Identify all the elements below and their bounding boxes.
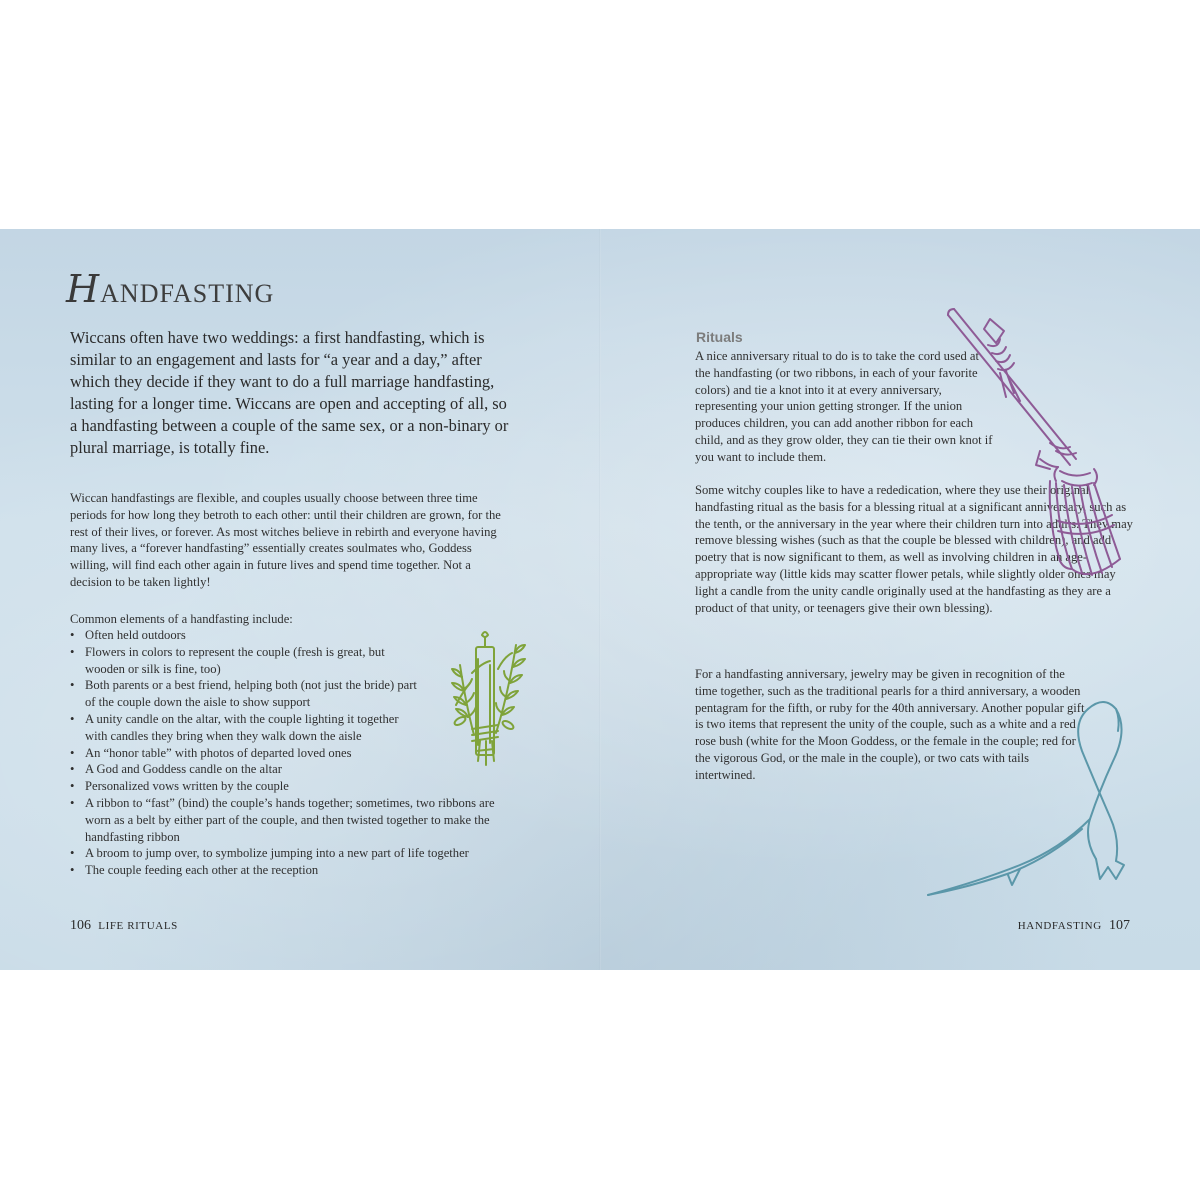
body-paragraph: Some witchy couples like to have a rededication, where they use their original handfasting ritual as the basis for a blessing ritual at a significant anniversary, such as the tenth, or the anniversary in the year where their children turn into adults. They may remove blessing wishes (such as that the couple be blessed with children), and add poetry that is now significant to them, as well as involving children in an age-appropriate way (little kids may scatter flower petals, while slightly older ones may light a candle from the unity candle originally used at the handfasting as they are a product of that unity, or teenagers give their own blessing). [695, 483, 1133, 615]
list-item: • Both parents or a best friend, helping both (not just the bride) part of the couple down the aisle to show support [70, 678, 417, 710]
ribbon-illustration [920, 689, 1160, 909]
list-item: • A ribbon to “fast” (bind) the couple’s hands together; sometimes, two ribbons are worn as a belt by either part of the couple, and then twisted together to make the handfasting ribbon [70, 795, 495, 844]
bullet-icon: • [70, 678, 75, 693]
bullet-icon: • [70, 863, 75, 878]
broom-icon [948, 309, 1120, 575]
lead-paragraph: Wiccans often have two weddings: a first handfasting, which is similar to an engagement and lasts for “a year and a day,” after which they decide if they want to do a full marriage handfasting, lasting for a longer time. Wiccans are open and accepting of all, so a handfasting between a couple of the same sex, or a non-binary or plural marriage, is totally fine. [70, 328, 509, 457]
chapter-title [66, 267, 274, 311]
list-item: • A broom to jump over, to symbolize jumping into a new part of life together [70, 846, 469, 861]
bullet-icon: • [70, 779, 75, 794]
page-number: 106 [70, 918, 91, 933]
bullet-icon: • [70, 644, 75, 659]
bullet-icon: • [70, 762, 75, 777]
body-paragraph: Wiccan handfastings are flexible, and couples usually choose between three time periods for how long they betroth to each other: until their children are grown, for the rest of their lives, or forever. As most witches believe in rebirth and everyone having many lives, a “forever handfasting” essentially creates soulmates who, Goddess willing, will find each other again in future lives and spend time together. Not a decision to be taken lightly! [70, 491, 501, 589]
elements-list [70, 627, 510, 879]
candle-icon [452, 632, 525, 765]
bullet-icon: • [70, 711, 75, 726]
page-number: 107 [1109, 918, 1130, 933]
candle-bundle-illustration [450, 625, 530, 775]
running-head: HANDFASTING [1017, 920, 1102, 932]
list-intro: Common elements of a handfasting include: [70, 612, 293, 626]
list-item: • A unity candle on the altar, with the couple lighting it together with candles they bring when they walk down the aisle [70, 711, 399, 743]
bullet-icon: • [70, 795, 75, 810]
left-page [0, 229, 600, 970]
list-item: • An “honor table” with photos of departed loved ones [70, 745, 352, 760]
bullet-icon: • [70, 628, 75, 642]
ribbon-icon [928, 702, 1124, 895]
footer-left [70, 917, 178, 934]
list-item: • Flowers in colors to represent the couple (fresh is great, but wooden or silk is fine, too) [70, 644, 385, 676]
list-item: • The couple feeding each other at the reception [70, 863, 319, 878]
title-initial: H [66, 267, 101, 311]
body-paragraph: For a handfasting anniversary, jewelry may be given in recognition of the time together, such as the traditional pearls for a third anniversary, a wooden pentagram for the fifth, or ruby for the 40th anniversary. Another popular gift is two items that represent the unity of the couple, such as a white and a red rose bush (white for the Moon Goddess, or the female in the couple; red for the vigorous God, or the male in the couple), or two cats with tails intertwined. [695, 667, 1085, 782]
right-page [600, 229, 1200, 970]
bullet-icon: • [70, 846, 75, 861]
broom-illustration [940, 301, 1200, 601]
body-paragraph: A nice anniversary ritual to do is to take the cord used at the handfasting (or two ribbons, in each of your favorite colors) and tie a knot into it at every anniversary, representing your union getting stronger. If the union produces children, you can add another ribbon for each child, and as they grow older, they can tie their own knot if you want to include them. [695, 349, 993, 464]
list-item: • Personalized vows written by the couple [70, 779, 289, 794]
running-head: LIFE RITUALS [98, 920, 178, 932]
footer-right [1018, 917, 1130, 934]
bullet-icon: • [70, 745, 75, 760]
title-rest: ANDFASTING [100, 279, 275, 308]
section-heading: Rituals [696, 329, 743, 345]
list-item: • Often held outdoors [70, 628, 186, 642]
list-item: • A God and Goddess candle on the altar [70, 762, 282, 777]
book-spread [0, 229, 1200, 970]
